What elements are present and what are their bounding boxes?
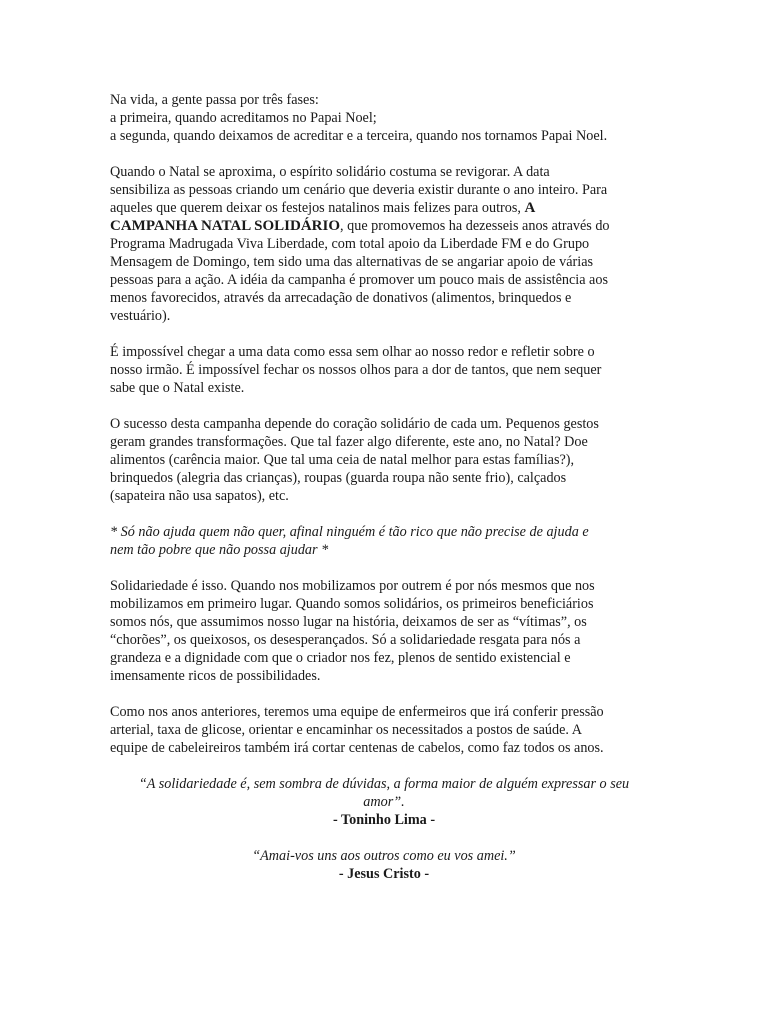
success-paragraph <box>110 415 658 505</box>
paragraph-line: equipe de cabeleireiros também irá cortar centenas de cabelos, como faz todos os anos. <box>110 740 604 756</box>
quote-text-line: “Amai-vos uns aos outros como eu vos amei.” <box>252 848 516 864</box>
paragraph-line <box>110 217 658 235</box>
paragraph-line: grandeza e a dignidade com que o criador nos fez, plenos de sentido existencial e <box>110 650 571 666</box>
paragraph-line: Solidariedade é isso. Quando nos mobilizamos por outrem é por nós mesmos que nos <box>110 578 595 594</box>
campaign-name-bold: CAMPANHA NATAL SOLIDÁRIO <box>110 218 341 234</box>
campaign-paragraph <box>110 163 658 325</box>
paragraph-line: sensibiliza as pessoas criando um cenário que deveria existir durante o ano inteiro. Para <box>110 182 608 198</box>
paragraph-line: menos favorecidos, através da arrecadação de donativos (alimentos, brinquedos e <box>110 290 572 306</box>
paragraph-line: alimentos (carência maior. Que tal uma ceia de natal melhor para estas famílias?), <box>110 452 575 468</box>
paragraph-line: É impossível chegar a uma data como essa sem olhar ao nosso redor e refletir sobre o <box>110 344 595 360</box>
paragraph-line: Mensagem de Domingo, tem sido uma das alternativas de se angariar apoio de várias <box>110 254 594 270</box>
paragraph-line: Como nos anos anteriores, teremos uma equipe de enfermeiros que irá conferir pressão <box>110 704 604 720</box>
document-page <box>110 91 658 901</box>
paragraph-line <box>110 199 658 217</box>
paragraph-line: nem tão pobre que não possa ajudar * <box>110 542 329 558</box>
intro-line: a segunda, quando deixamos de acreditar e a terceira, quando nos tornamos Papai Noel. <box>110 128 608 144</box>
paragraph-line: * Só não ajuda quem não quer, afinal ninguém é tão rico que não precise de ajuda e <box>110 524 589 540</box>
reflection-paragraph <box>110 343 658 397</box>
paragraph-line: mobilizamos em primeiro lugar. Quando somos solidários, os primeiros beneficiários <box>110 596 594 612</box>
paragraph-line: “chorões”, os queixosos, os desesperançados. Só a solidariedade resgata para nós a <box>110 632 581 648</box>
paragraph-line: geram grandes transformações. Que tal fazer algo diferente, este ano, no Natal? Doe <box>110 434 588 450</box>
paragraph-line: nosso irmão. É impossível fechar os nossos olhos para a dor de tantos, que nem sequer <box>110 362 602 378</box>
text-run: , que promovemos ha dezesseis anos através do <box>340 218 610 234</box>
campaign-name-bold: A <box>524 200 536 216</box>
paragraph-line: O sucesso desta campanha depende do coração solidário de cada um. Pequenos gestos <box>110 416 599 432</box>
services-paragraph <box>110 703 658 757</box>
quote-jesus-cristo <box>110 847 658 883</box>
intro-line: Na vida, a gente passa por três fases: <box>110 92 319 108</box>
paragraph-line: imensamente ricos de possibilidades. <box>110 668 321 684</box>
quote-author: - Jesus Cristo - <box>338 866 430 882</box>
quote-author: - Toninho Lima - <box>332 812 436 828</box>
paragraph-line: somos nós, que assumimos nosso lugar na história, deixamos de ser as “vítimas”, os <box>110 614 587 630</box>
solidarity-paragraph <box>110 577 658 685</box>
paragraph-line: (sapateira não usa sapatos), etc. <box>110 488 289 504</box>
paragraph-line: Programa Madrugada Viva Liberdade, com total apoio da Liberdade FM e do Grupo <box>110 236 590 252</box>
paragraph-line: arterial, taxa de glicose, orientar e encaminhar os necessitados a postos de saúde. A <box>110 722 582 738</box>
motto-paragraph <box>110 523 658 559</box>
intro-paragraph <box>110 91 658 145</box>
paragraph-line: vestuário). <box>110 308 171 324</box>
intro-line: a primeira, quando acreditamos no Papai Noel; <box>110 110 377 126</box>
paragraph-line: pessoas para a ação. A idéia da campanha é promover um pouco mais de assistência aos <box>110 272 608 288</box>
paragraph-line: sabe que o Natal existe. <box>110 380 245 396</box>
quote-text-line: amor”. <box>363 794 405 810</box>
text-run: aqueles que querem deixar os festejos natalinos mais felizes para outros, <box>110 200 525 216</box>
quote-text-line: “A solidariedade é, sem sombra de dúvidas, a forma maior de alguém expressar o seu <box>138 776 630 792</box>
paragraph-line: Quando o Natal se aproxima, o espírito solidário costuma se revigorar. A data <box>110 164 550 180</box>
paragraph-line: brinquedos (alegria das crianças), roupas (guarda roupa não sente frio), calçados <box>110 470 567 486</box>
quote-toninho-lima <box>110 775 658 829</box>
